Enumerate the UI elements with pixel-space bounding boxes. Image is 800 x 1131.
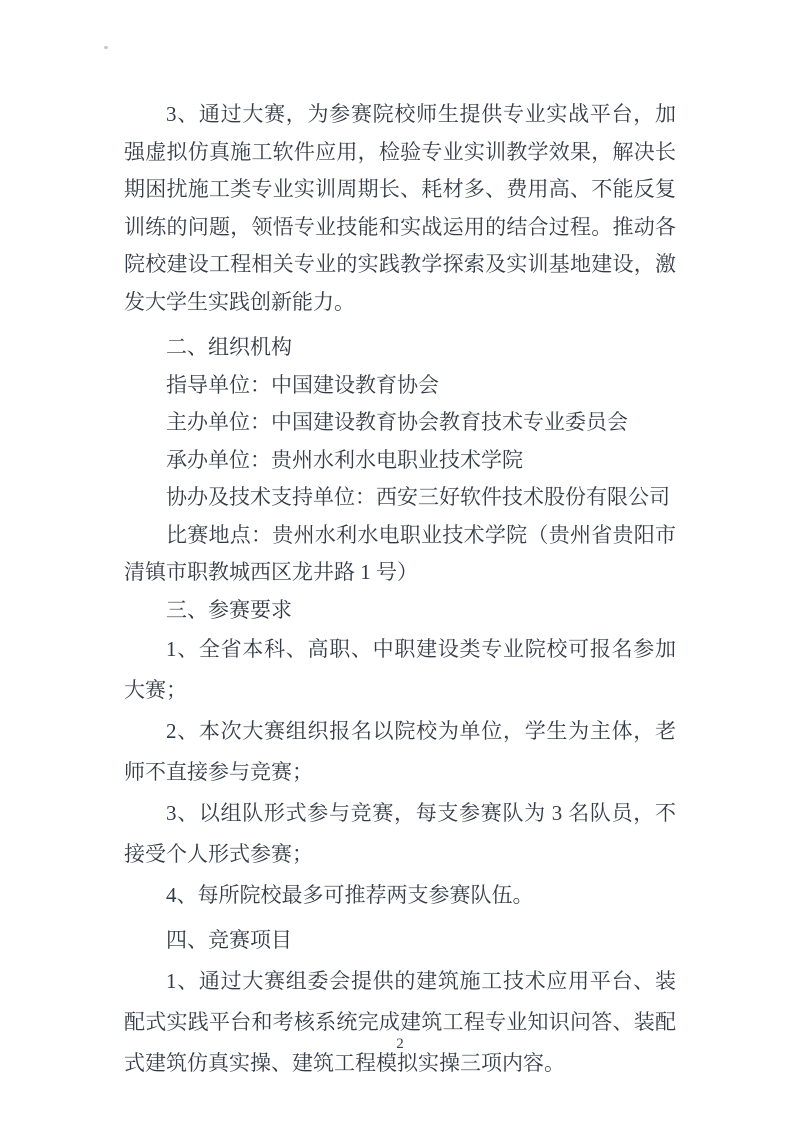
organization-item-guidance-unit: 指导单位：中国建设教育协会	[166, 372, 439, 397]
requirement-item-1: 1、全省本科、高职、中职建设类专业院校可报名参加大赛；	[124, 637, 676, 702]
page-number: 2	[396, 1036, 404, 1052]
organization-item-host-unit: 主办单位：中国建设教育协会教育技术专业委员会	[166, 410, 628, 434]
requirement-item-4: 4、每所院校最多可推荐两支参赛队伍。	[166, 883, 534, 907]
section-organization-heading: 二、组织机构	[166, 335, 292, 359]
organization-item-venue: 比赛地点：贵州水利水电职业技术学院（贵州省贵阳市清镇市职教城西区龙井路 1 号）	[124, 522, 676, 584]
requirement-item-2: 2、本次大赛组织报名以院校为单位，学生为主体，老师不直接参与竞赛；	[124, 719, 676, 784]
scan-speck	[104, 46, 108, 49]
document-content	[124, 96, 676, 1084]
organization-item-support-unit: 协办及技术支持单位：西安三好软件技术股份有限公司	[166, 485, 670, 509]
section-competition-items-heading: 四、竞赛项目	[166, 928, 292, 952]
requirement-item-3: 3、以组队形式参与竞赛，每支参赛队为 3 名队员，不接受个人形式参赛；	[124, 801, 676, 866]
organization-item-undertaking-unit: 承办单位：贵州水利水电职业技术学院	[166, 447, 523, 472]
competition-item-1: 1、通过大赛组委会提供的建筑施工技术应用平台、装配式实践平台和考核系统完成建筑工程专业知识问答、装配式建筑仿真实操、建筑工程模拟实操三项内容。	[124, 969, 676, 1075]
section-requirements-heading: 三、参赛要求	[166, 597, 292, 622]
intro-paragraph: 3、通过大赛，为参赛院校师生提供专业实战平台，加强虚拟仿真施工软件应用，检验专业实训教学效果，解决长期困扰施工类专业实训周期长、耗材多、费用高、不能反复训练的问题，领悟专业技能和实战运用的结合过程。推动各院校建设工程相关专业的实践教学探索及实训基地建设，激发大学生实践创新能力。	[124, 102, 676, 314]
